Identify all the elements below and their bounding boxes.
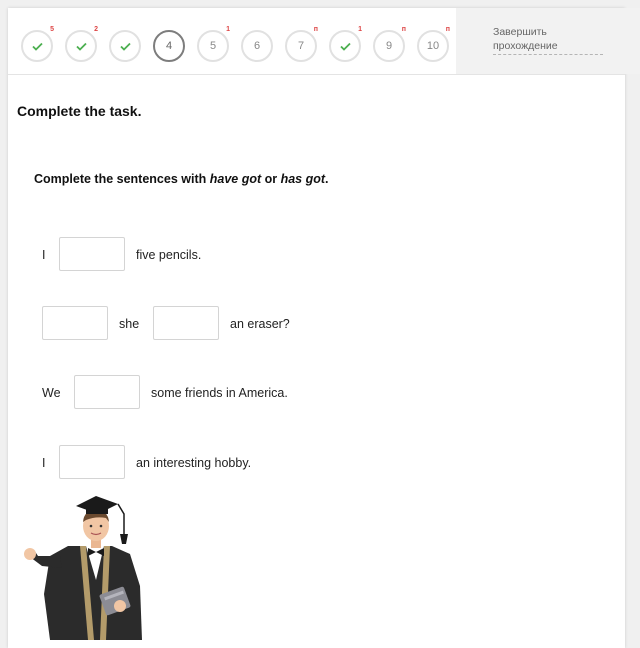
instruction-option-has-got: has got [280, 172, 326, 186]
answer-input-1[interactable] [59, 237, 125, 271]
task-instruction [34, 172, 329, 186]
instruction-option-have-got: have got [209, 172, 262, 186]
sentence-3-rest: some friends in America. [151, 386, 288, 400]
instruction-text: Complete the sentences with [34, 172, 210, 186]
answer-input-4[interactable] [74, 375, 140, 409]
question-9-button[interactable] [373, 26, 406, 62]
question-badge: 5 [50, 26, 54, 33]
sentence-3-subject: We [42, 386, 61, 400]
question-2-button[interactable] [65, 26, 98, 62]
graduate-teacher-illustration [20, 494, 150, 640]
answer-input-5[interactable] [59, 445, 125, 479]
question-badge: 1 [358, 26, 362, 33]
question-number: 6 [253, 40, 261, 52]
check-icon [340, 42, 351, 51]
question-number: 5 [209, 40, 217, 52]
question-5-button[interactable] [197, 26, 230, 62]
question-badge: 2 [94, 26, 98, 33]
question-6-button[interactable] [241, 30, 273, 62]
question-badge: п [401, 26, 406, 33]
check-icon [120, 42, 131, 51]
sentence-4-rest: an interesting hobby. [136, 456, 252, 470]
finish-attempt-link[interactable]: Завершить прохождение [493, 25, 603, 55]
question-number: 10 [426, 40, 440, 52]
finish-panel [456, 8, 640, 74]
sentence-1-subject: I [42, 248, 46, 262]
question-7-button[interactable] [285, 26, 318, 62]
answer-input-3[interactable] [153, 306, 219, 340]
question-badge: п [445, 26, 450, 33]
question-3-button[interactable] [109, 30, 141, 62]
question-4-button[interactable] [153, 30, 185, 62]
question-badge: п [313, 26, 318, 33]
question-number: 9 [385, 40, 393, 52]
check-icon [32, 42, 43, 51]
sentence-4-subject: I [42, 456, 46, 470]
question-number: 7 [297, 40, 305, 52]
sentence-2-subject: she [119, 317, 140, 331]
check-icon [76, 42, 87, 51]
sentence-2-rest: an eraser? [230, 317, 290, 331]
answer-input-2[interactable] [42, 306, 108, 340]
question-number: 4 [165, 40, 173, 52]
instruction-text: or [261, 172, 281, 186]
task-title: Complete the task. [17, 103, 142, 119]
sentence-1-rest: five pencils. [136, 248, 202, 262]
question-1-button[interactable] [21, 26, 54, 62]
question-10-button[interactable] [417, 26, 450, 62]
question-8-button[interactable] [329, 26, 362, 62]
instruction-text: . [325, 172, 329, 186]
question-badge: 1 [226, 26, 230, 33]
